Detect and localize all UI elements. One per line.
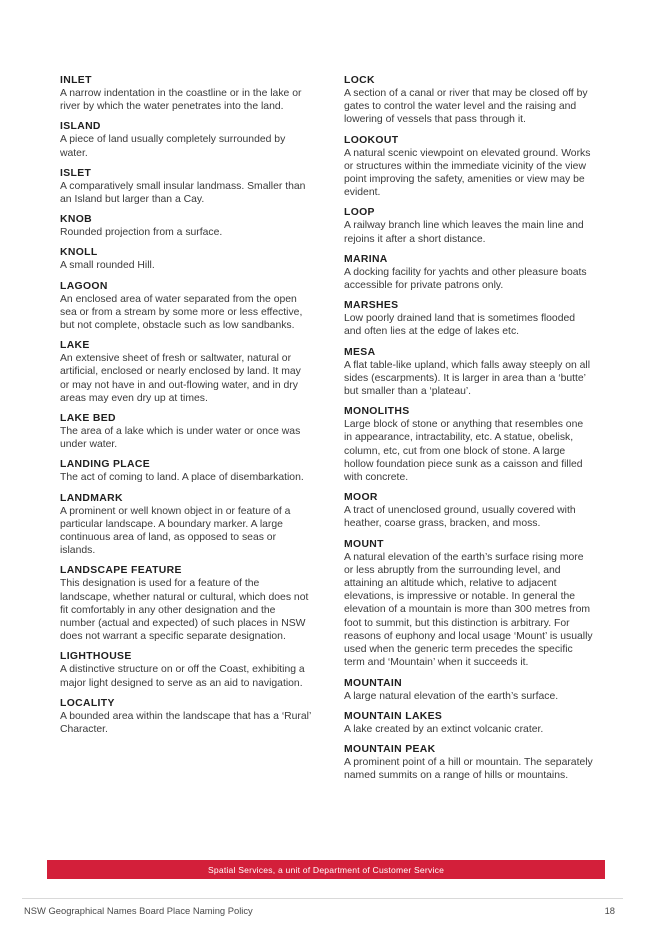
glossary-entry — [60, 280, 312, 333]
glossary-term: INLET — [60, 75, 92, 86]
glossary-definition: An enclosed area of water separated from the open sea or from a stream by some more or less effective, but not complete, obstacle such as low sandbanks. — [60, 293, 303, 332]
glossary-entry — [344, 299, 594, 338]
glossary-entry — [344, 677, 594, 703]
glossary-definition: A lake created by an extinct volcanic crater. — [344, 723, 544, 735]
glossary-definition: A docking facility for yachts and other pleasure boats accessible for private patrons only. — [344, 266, 587, 292]
glossary-term: KNOB — [60, 214, 92, 226]
glossary-term: LAKE BED — [60, 413, 116, 425]
glossary-term: MOOR — [344, 492, 378, 504]
glossary-term: LANDSCAPE FEATURE — [60, 565, 182, 577]
glossary-term: MESA — [344, 346, 376, 358]
glossary-term: LANDMARK — [60, 492, 123, 504]
glossary-definition: A piece of land usually completely surrounded by water. — [60, 134, 286, 159]
glossary-definition: A flat table-like upland, which falls away steeply on all sides (escarpments). It is larger in area than a ‘butte’ but smaller than a ‘plateau’. — [344, 359, 591, 398]
glossary-term: MOUNTAIN — [344, 677, 403, 689]
glossary-entry — [344, 405, 594, 484]
glossary-definition: This designation is used for a feature of the landscape, whether natural or cultural, which does not fit comfortably in any other designation and the number (actual and expected) of such places in NSW does not warrant a specific separate designation. — [60, 578, 309, 643]
glossary-entry — [344, 743, 594, 782]
glossary-entry — [344, 346, 594, 399]
glossary-term: MOUNTAIN LAKES — [344, 710, 443, 722]
glossary-term: LAGOON — [60, 280, 108, 292]
glossary-entry — [60, 246, 312, 272]
glossary-term: LOCK — [344, 75, 375, 86]
glossary-entry — [60, 213, 312, 239]
glossary-entry — [344, 710, 594, 736]
glossary-entry — [60, 650, 312, 689]
glossary-term: MARSHES — [344, 300, 399, 312]
glossary-entry — [60, 74, 312, 113]
glossary-entry — [60, 120, 312, 159]
organisation-banner — [47, 860, 605, 879]
glossary-entry — [344, 206, 594, 245]
glossary-definition: A narrow indentation in the coastline or in the lake or river by which the water penetrates into the land. — [60, 88, 302, 113]
glossary-definition: Large block of stone or anything that resembles one in appearance, intractability, etc. A statue, obelisk, column, etc, cut from one block of stone. A large hollow foundation piece sunk as a caisson and filled with concrete. — [344, 419, 584, 484]
glossary-column-left — [60, 74, 312, 743]
footer-divider — [22, 898, 623, 899]
glossary-term: LOCALITY — [60, 697, 115, 709]
glossary-column-right — [344, 74, 594, 789]
glossary-entry — [60, 458, 312, 484]
glossary-definition: A large natural elevation of the earth’s surface. — [344, 690, 559, 702]
glossary-definition: A distinctive structure on or off the Coast, exhibiting a major light designed to serve as an aid to navigation. — [60, 664, 305, 689]
glossary-term: LOOKOUT — [344, 134, 399, 146]
glossary-term: LAKE — [60, 340, 90, 352]
footer-page-number: 18 — [604, 905, 615, 916]
glossary-definition: A prominent or well known object in or feature of a particular landscape. A boundary marker. A large continuous area of land, as opposed to seas or islands. — [60, 505, 291, 557]
glossary-definition: A bounded area within the landscape that has a ‘Rural’ Character. — [60, 710, 311, 736]
footer-document-title: NSW Geographical Names Board Place Naming Policy — [24, 905, 253, 916]
glossary-definition: A natural scenic viewpoint on elevated ground. Works or structures within the immediate vicinity of the view point improving the safety, amenities or view may be evident. — [344, 147, 591, 199]
glossary-entry — [60, 492, 312, 558]
glossary-entry — [344, 253, 594, 292]
glossary-term: LOOP — [344, 207, 375, 219]
glossary-term: LANDING PLACE — [60, 459, 150, 471]
glossary-entry — [60, 167, 312, 206]
glossary-entry — [60, 339, 312, 405]
glossary-term: KNOLL — [60, 247, 98, 259]
glossary-entry — [60, 412, 312, 451]
glossary-definition: Low poorly drained land that is sometimes flooded and often lies at the edge of lakes etc. — [344, 313, 576, 338]
glossary-definition: An extensive sheet of fresh or saltwater, natural or artificial, enclosed or nearly enclosed by land. It may or may not have in and out-flowing water, and in dry areas may even dry up at times. — [60, 353, 301, 404]
banner-text: Spatial Services, a unit of Department of Customer Service — [207, 864, 445, 875]
glossary-definition: A section of a canal or river that may be closed off by gates to control the water level and the raising and lowering of vessels that pass through it. — [344, 88, 588, 126]
glossary-definition: A small rounded Hill. — [60, 260, 155, 272]
glossary-term: MOUNT — [344, 538, 384, 550]
glossary-entry — [60, 697, 312, 736]
glossary-definition: The area of a lake which is under water or once was under water. — [60, 426, 301, 451]
glossary-entry — [344, 491, 594, 530]
glossary-entry — [60, 564, 312, 643]
glossary-term: MOUNTAIN PEAK — [344, 743, 436, 755]
glossary-definition: A comparatively small insular landmass. Smaller than an Island but larger than a Cay. — [60, 180, 306, 206]
glossary-term: ISLET — [60, 167, 92, 179]
glossary-definition: A natural elevation of the earth’s surface rising more or less abruptly from the surrounding level, and attaining an altitude which, relative to adjacent elevations, is impressive or notable. In general the elevation of a mountain is more than 300 metres from foot to summit, but this distinction is arbitrary. For reasons of euphony and local usage ‘Mount’ is usually used when the generic term precedes the specific term and ‘Mountain’ when it succeeds it. — [344, 551, 593, 669]
glossary-term: LIGHTHOUSE — [60, 651, 132, 663]
glossary-definition: A prominent point of a hill or mountain. The separately named summits on a range of hills or mountains. — [344, 756, 593, 782]
glossary-term: MARINA — [344, 253, 388, 265]
glossary-term: ISLAND — [60, 121, 101, 133]
glossary-definition: The act of coming to land. A place of disembarkation. — [60, 472, 304, 484]
glossary-entry — [344, 134, 594, 200]
glossary-definition: A railway branch line which leaves the main line and rejoins it after a short distance. — [344, 220, 584, 245]
glossary-definition: A tract of unenclosed ground, usually covered with heather, coarse grass, bracken, and moss. — [344, 505, 576, 530]
glossary-entry — [344, 74, 594, 127]
glossary-term: MONOLITHS — [344, 406, 410, 418]
glossary-entry — [344, 538, 594, 670]
glossary-definition: Rounded projection from a surface. — [60, 227, 223, 239]
